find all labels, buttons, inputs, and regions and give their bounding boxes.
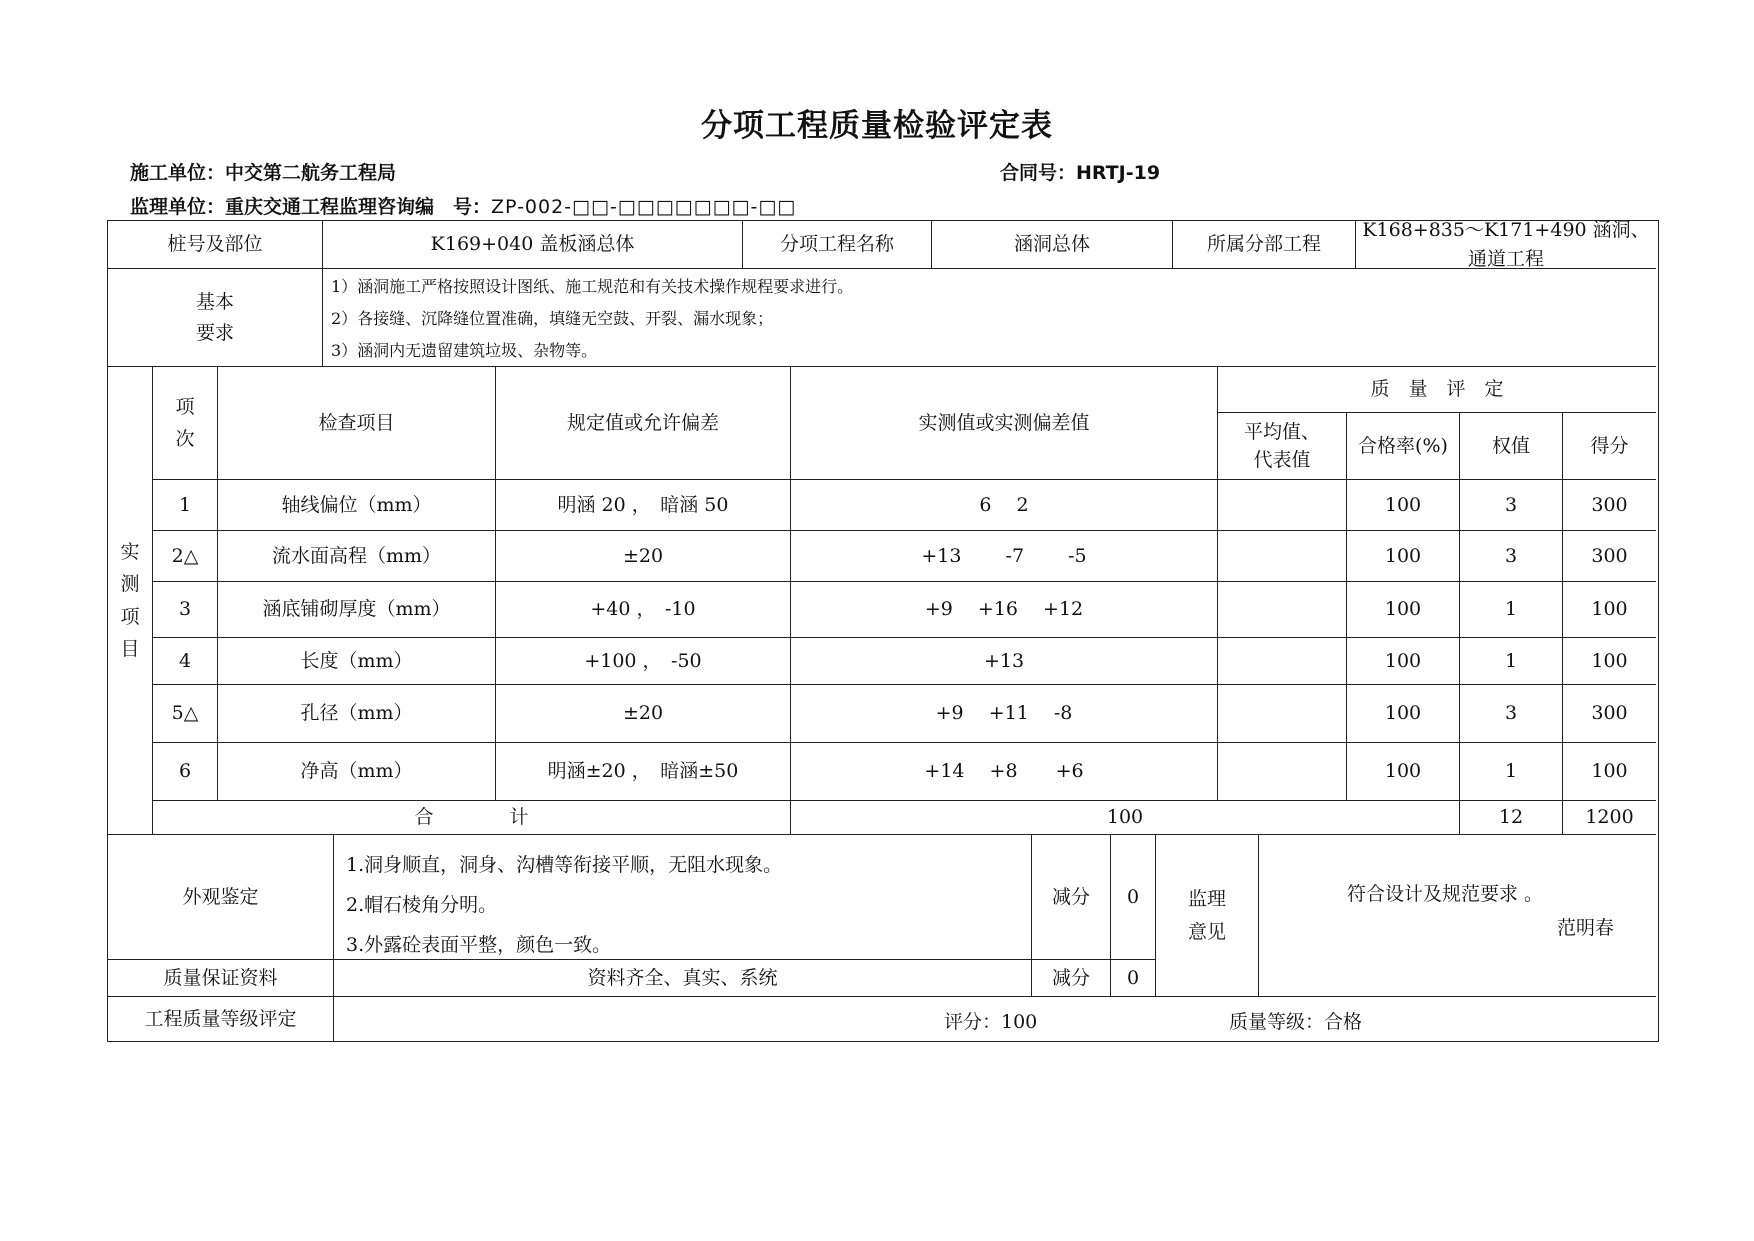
- location-value: K169+040 盖板涵总体: [323, 221, 743, 269]
- supervision-opinion: [1259, 835, 1656, 997]
- measured-side-label: 实 测 项 目: [108, 367, 153, 835]
- appearance-list: [334, 835, 1032, 960]
- requirements-list: [323, 269, 1656, 367]
- row-avg: [1218, 685, 1347, 743]
- row-avg: [1218, 638, 1347, 685]
- row-spec: +100 ， -50: [496, 638, 791, 685]
- header-spec: 规定值或允许偏差: [496, 367, 791, 480]
- row-actual: 6 2: [791, 480, 1218, 531]
- row-rate: 100: [1347, 582, 1460, 638]
- row-actual: +13: [791, 638, 1218, 685]
- row-item: 孔径（mm）: [218, 685, 496, 743]
- row-no: 5△: [153, 685, 218, 743]
- quality-docs-label: 质量保证资料: [108, 960, 334, 997]
- row-actual: +13 -7 -5: [791, 531, 1218, 582]
- page-title: 分项工程质量检验评定表: [701, 108, 1053, 144]
- row-item: 轴线偏位（mm）: [218, 480, 496, 531]
- row-no: 4: [153, 638, 218, 685]
- row-weight: 3: [1460, 531, 1563, 582]
- row-score: 100: [1563, 743, 1656, 801]
- row-no: 6: [153, 743, 218, 801]
- row-score: 300: [1563, 480, 1656, 531]
- row-weight: 3: [1460, 480, 1563, 531]
- row-avg: [1218, 582, 1347, 638]
- appearance-label: 外观鉴定: [108, 835, 334, 960]
- row-spec: 明涵±20 ， 暗涵±50: [496, 743, 791, 801]
- total-rate: 100: [791, 801, 1460, 835]
- row-spec: ±20: [496, 685, 791, 743]
- division-value: K168+835～K171+490 涵洞、通道工程: [1356, 221, 1656, 269]
- row-weight: 1: [1460, 638, 1563, 685]
- opinion-signer: 范明春: [1556, 917, 1614, 939]
- header-quality: 质 量 评 定: [1218, 367, 1656, 413]
- row-no: 1: [153, 480, 218, 531]
- row-score: 300: [1563, 531, 1656, 582]
- header-score: 得分: [1563, 413, 1656, 480]
- supervision-label: 监理单位：重庆交通工程监理咨询编 号：: [130, 196, 492, 218]
- row-spec: ±20: [496, 531, 791, 582]
- requirement-item: 2）各接缝、沉降缝位置准确，填缝无空鼓、开裂、漏水现象；: [331, 309, 774, 328]
- row-item: 长度（mm）: [218, 638, 496, 685]
- total-label: 合 计: [153, 801, 791, 835]
- header-avg: 平均值、 代表值: [1218, 413, 1347, 480]
- row-score: 100: [1563, 638, 1656, 685]
- row-rate: 100: [1347, 480, 1460, 531]
- header-actual: 实测值或实测偏差值: [791, 367, 1218, 480]
- header-weight: 权值: [1460, 413, 1563, 480]
- grade-values: [334, 997, 1656, 1041]
- row-actual: +9 +11 -8: [791, 685, 1218, 743]
- requirements-label: 基本 要求: [108, 269, 323, 367]
- item-name-value: 涵洞总体: [932, 221, 1173, 269]
- row-spec: 明涵 20 ， 暗涵 50: [496, 480, 791, 531]
- total-score: 1200: [1563, 801, 1656, 835]
- row-item: 净高（mm）: [218, 743, 496, 801]
- row-weight: 1: [1460, 582, 1563, 638]
- row-avg: [1218, 743, 1347, 801]
- grade-level: 质量等级：合格: [1229, 1011, 1363, 1033]
- row-rate: 100: [1347, 743, 1460, 801]
- header-item: 检查项目: [218, 367, 496, 480]
- document-code: ZP-002-□□-□□□□□□□-□□: [491, 196, 797, 218]
- row-rate: 100: [1347, 685, 1460, 743]
- row-avg: [1218, 531, 1347, 582]
- appearance-item: 2.帽石棱角分明。: [346, 894, 498, 916]
- supervision-unit: [130, 192, 796, 219]
- row-item: 涵底铺砌厚度（mm）: [218, 582, 496, 638]
- row-no: 2△: [153, 531, 218, 582]
- appearance-deduct-value: 0: [1111, 835, 1156, 960]
- row-score: 300: [1563, 685, 1656, 743]
- grade-score: 评分：100: [944, 1011, 1038, 1033]
- header-no: 项 次: [153, 367, 218, 480]
- supervision-opinion-label: 监理 意见: [1156, 835, 1259, 997]
- quality-docs-deduct-value: 0: [1111, 960, 1156, 997]
- inspection-table: [107, 220, 1659, 1042]
- item-name-label: 分项工程名称: [743, 221, 932, 269]
- row-actual: +14 +8 +6: [791, 743, 1218, 801]
- requirement-item: 1）涵洞施工严格按照设计图纸、施工规范和有关技术操作规程要求进行。: [331, 277, 854, 296]
- appearance-item: 1.洞身顺直，洞身、沟槽等衔接平顺，无阻水现象。: [346, 854, 783, 876]
- grade-label: 工程质量等级评定: [108, 997, 334, 1041]
- header-pass-rate: 合格率(%): [1347, 413, 1460, 480]
- location-label: 桩号及部位: [108, 221, 323, 269]
- row-score: 100: [1563, 582, 1656, 638]
- quality-docs-deduct-label: 减分: [1032, 960, 1111, 997]
- division-label: 所属分部工程: [1173, 221, 1356, 269]
- row-rate: 100: [1347, 638, 1460, 685]
- requirement-item: 3）涵洞内无遗留建筑垃圾、杂物等。: [331, 341, 598, 360]
- total-weight: 12: [1460, 801, 1563, 835]
- row-weight: 3: [1460, 685, 1563, 743]
- construction-unit: 施工单位：中交第二航务工程局: [130, 162, 397, 184]
- row-rate: 100: [1347, 531, 1460, 582]
- row-item: 流水面高程（mm）: [218, 531, 496, 582]
- row-no: 3: [153, 582, 218, 638]
- appearance-deduct-label: 减分: [1032, 835, 1111, 960]
- row-spec: +40 ， -10: [496, 582, 791, 638]
- row-weight: 1: [1460, 743, 1563, 801]
- contract-number: 合同号：HRTJ-19: [1000, 162, 1161, 184]
- appearance-item: 3.外露砼表面平整，颜色一致。: [346, 934, 612, 956]
- quality-docs-value: 资料齐全、真实、系统: [334, 960, 1032, 997]
- row-actual: +9 +16 +12: [791, 582, 1218, 638]
- row-avg: [1218, 480, 1347, 531]
- opinion-text: 符合设计及规范要求 。: [1347, 883, 1544, 905]
